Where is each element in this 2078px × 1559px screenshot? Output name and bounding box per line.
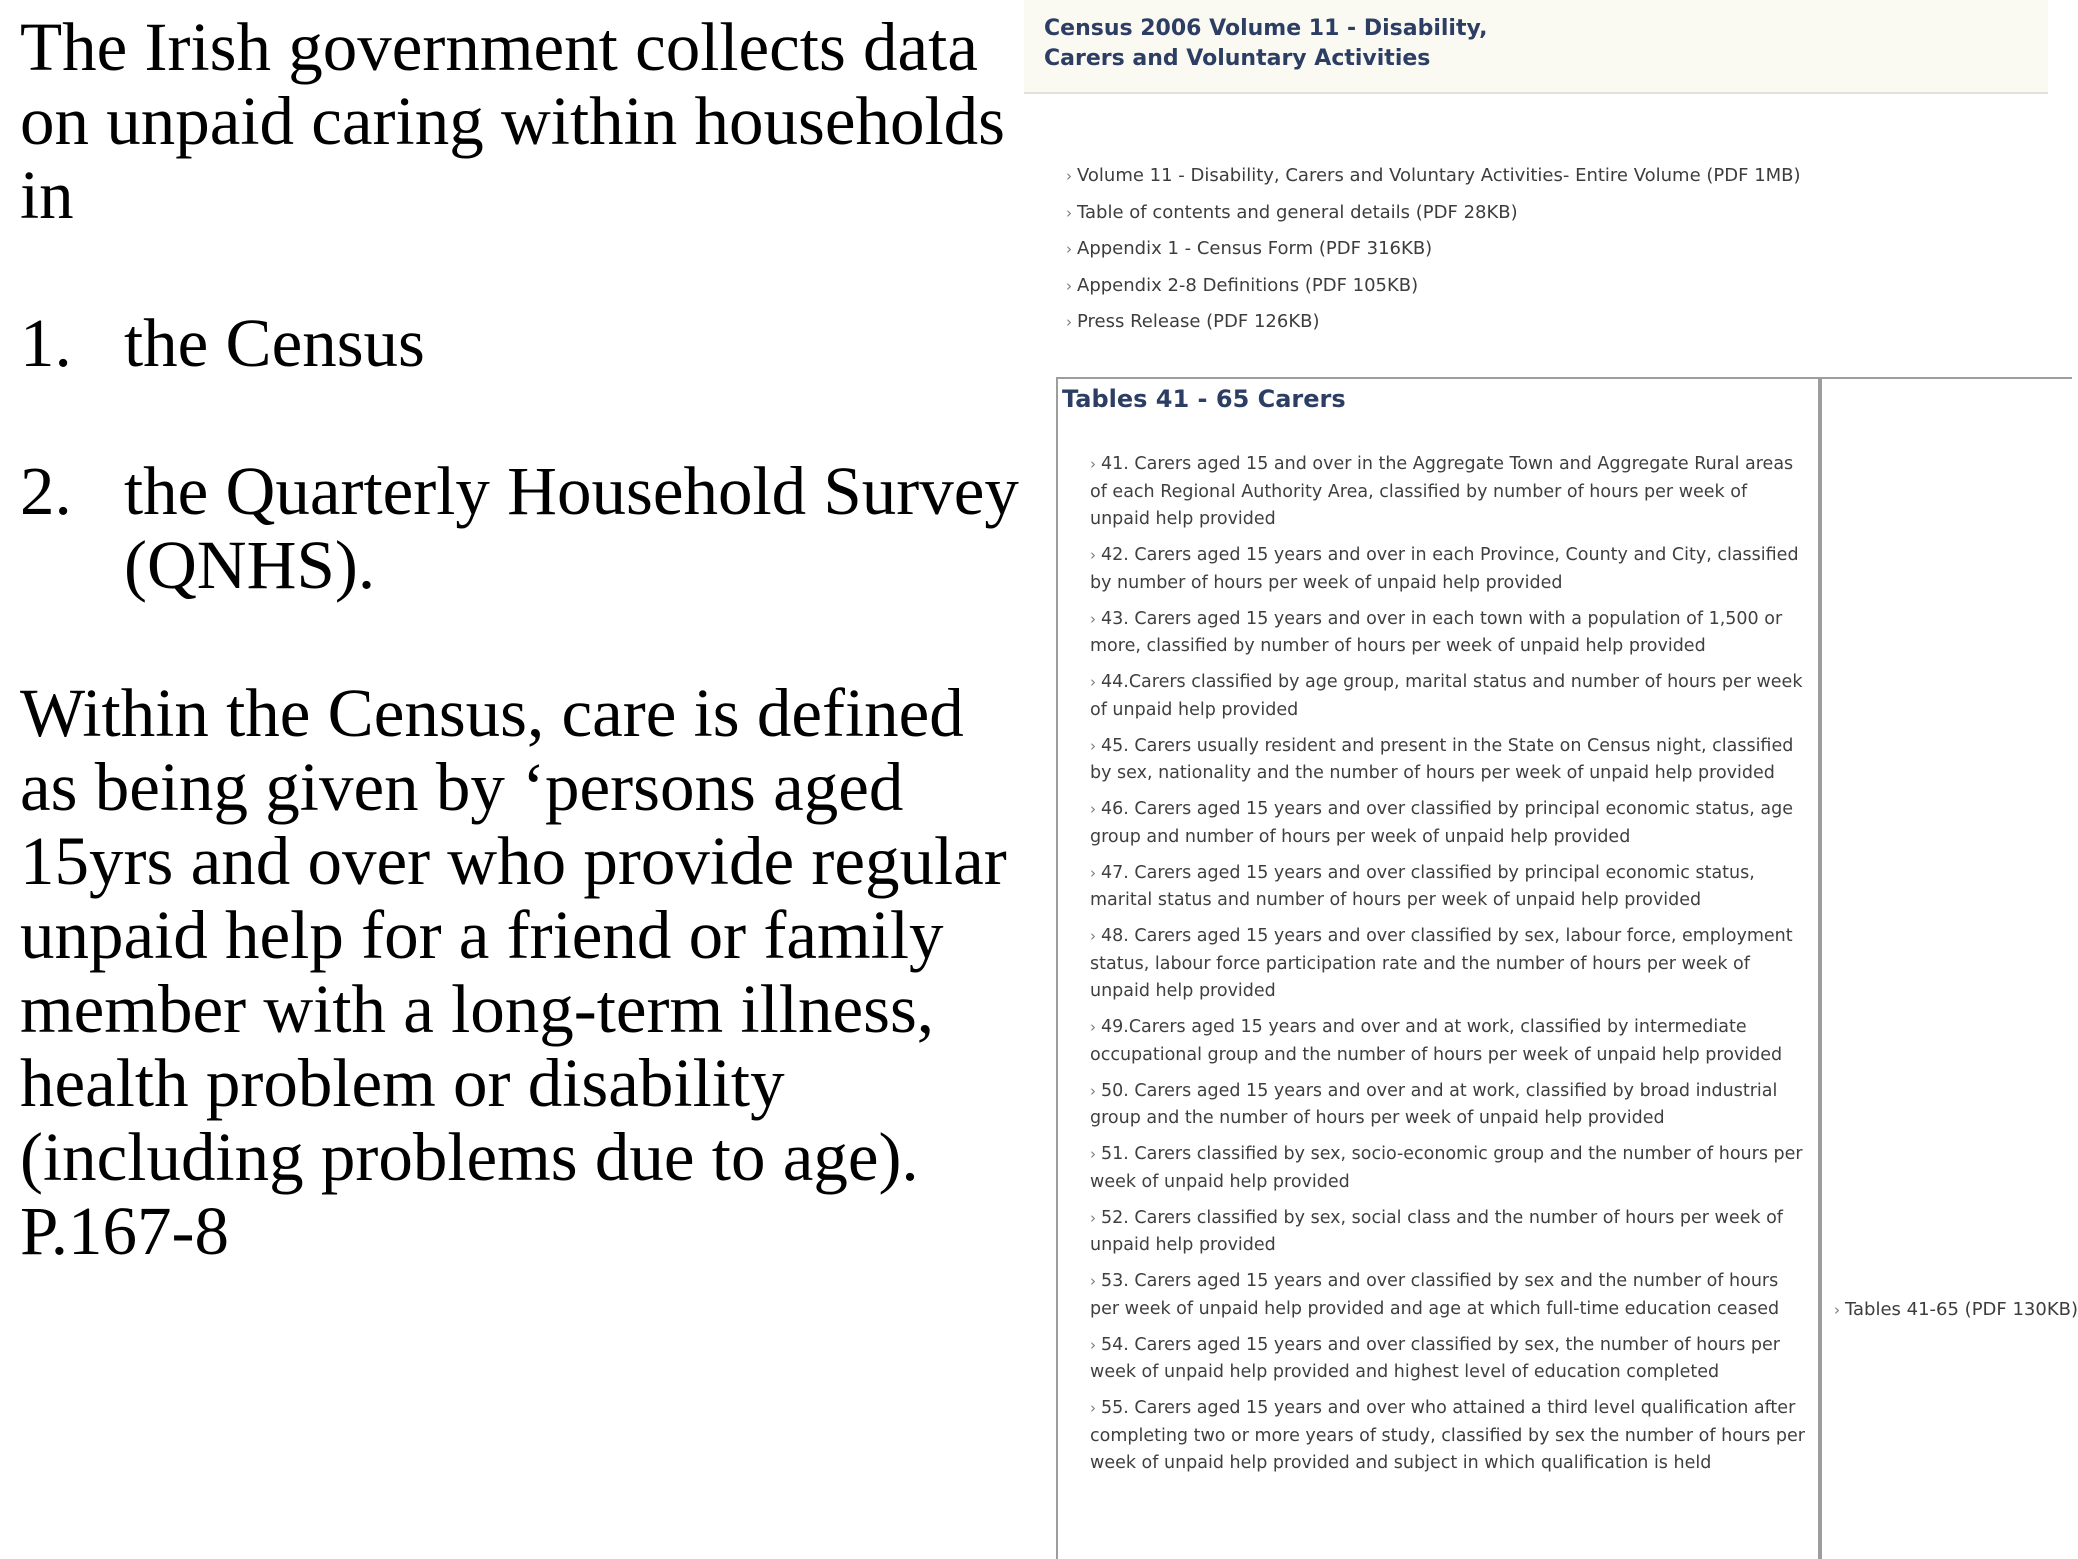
side-download-panel [1820, 377, 2078, 1559]
arrow-bullet-icon: › [1834, 1301, 1840, 1319]
arrow-bullet-icon: › [1090, 1081, 1096, 1100]
definition-paragraph: Within the Census, care is defined as being given by ‘persons aged 15yrs and over who provide regular unpaid help for a friend or family member with a long-term illness, health problem or disability (including problems due to age). P.167-8 [20, 675, 1007, 1269]
census-webpage-screenshot [1024, 0, 2078, 1536]
arrow-bullet-icon: › [1090, 1335, 1096, 1354]
arrow-bullet-icon: › [1090, 673, 1096, 691]
arrow-bullet-icon: › [1090, 609, 1096, 628]
list-text: the Census [124, 305, 425, 381]
slide-text [20, 10, 1020, 1268]
carers-tables-panel [1056, 377, 1820, 1559]
table-link[interactable]: › 48. Carers aged 15 years and over classified by sex, labour force, employment status, labour force participation rate and the number of hours per week of unpaid help provided [1090, 926, 1793, 1001]
arrow-bullet-icon: › [1066, 203, 1072, 222]
arrow-bullet-icon: › [1090, 1399, 1096, 1417]
table-link-list [1090, 451, 1810, 1486]
table-link[interactable]: › 53. Carers aged 15 years and over classified by sex and the number of hours per week of unpaid help provided and age at which full-time education ceased [1090, 1271, 1780, 1319]
arrow-bullet-icon: › [1066, 276, 1072, 295]
table-link[interactable]: › 54. Carers aged 15 years and over classified by sex, the number of hours per week of unpaid help provided and highest level of education completed [1090, 1334, 1780, 1382]
document-link-list [1066, 158, 1801, 341]
doc-link[interactable]: › Appendix 1 - Census Form (PDF 316KB) [1066, 238, 1433, 259]
list-number: 2. [20, 453, 72, 529]
table-link[interactable]: › 49.Carers aged 15 years and over and at work, classified by intermediate occupational group and the number of hours per week of unpaid help provided [1090, 1017, 1783, 1065]
table-link[interactable]: › 41. Carers aged 15 and over in the Aggregate Town and Aggregate Rural areas of each Regional Authority Area, classified by number of hours per week of unpaid help provided [1090, 454, 1794, 529]
table-link[interactable]: › 46. Carers aged 15 years and over classified by principal economic status, age group and number of hours per week of unpaid help provided [1090, 799, 1793, 847]
doc-link[interactable]: › Appendix 2-8 Definitions (PDF 105KB) [1066, 274, 1419, 296]
table-link[interactable]: › 47. Carers aged 15 years and over classified by principal economic status, marital status and number of hours per week of unpaid help provided [1090, 862, 1755, 910]
table-link[interactable]: › 50. Carers aged 15 years and over and at work, classified by broad industrial group and the number of hours per week of unpaid help provided [1090, 1080, 1778, 1128]
list-item-census [20, 306, 1020, 380]
arrow-bullet-icon: › [1066, 240, 1072, 258]
arrow-bullet-icon: › [1090, 736, 1096, 755]
census-page-header [1024, 0, 2048, 94]
tables-pdf-link[interactable]: › Tables 41-65 (PDF 130KB) [1834, 1299, 2078, 1320]
arrow-bullet-icon: › [1090, 1018, 1096, 1036]
intro-paragraph: The Irish government collects data on unpaid caring within households in [20, 9, 1006, 233]
arrow-bullet-icon: › [1090, 800, 1096, 818]
list-item-qnhs [20, 454, 1020, 602]
arrow-bullet-icon: › [1090, 863, 1096, 882]
doc-link[interactable]: › Table of contents and general details (PDF 28KB) [1066, 201, 1518, 223]
table-link[interactable]: › 42. Carers aged 15 years and over in each Province, County and City, classified by number of hours per week of unpaid help provided [1090, 545, 1799, 593]
arrow-bullet-icon: › [1090, 1145, 1096, 1163]
table-link[interactable]: › 52. Carers classified by sex, social class and the number of hours per week of unpaid help provided [1090, 1207, 1783, 1255]
arrow-bullet-icon: › [1090, 455, 1096, 473]
arrow-bullet-icon: › [1090, 1208, 1096, 1227]
arrow-bullet-icon: › [1066, 313, 1072, 331]
table-link[interactable]: › 43. Carers aged 15 years and over in each town with a population of 1,500 or more, classified by number of hours per week of unpaid help provided [1090, 608, 1783, 656]
list-text: the Quarterly Household Survey (QNHS). [124, 453, 1019, 603]
tables-heading: Tables 41 - 65 Carers [1062, 385, 1346, 413]
arrow-bullet-icon: › [1090, 546, 1096, 564]
arrow-bullet-icon: › [1066, 167, 1072, 185]
arrow-bullet-icon: › [1090, 927, 1096, 945]
table-link[interactable]: › 45. Carers usually resident and present in the State on Census night, classified by sex, nationality and the number of hours per week of unpaid help provided [1090, 735, 1794, 783]
table-link[interactable]: › 44.Carers classified by age group, marital status and number of hours per week of unpaid help provided [1090, 672, 1803, 720]
table-link[interactable]: › 55. Carers aged 15 years and over who attained a third level qualification after completing two or more years of study, classified by sex the number of hours per week of unpaid help provided and subject in which qualification is held [1090, 1398, 1805, 1473]
doc-link[interactable]: › Volume 11 - Disability, Carers and Voluntary Activities- Entire Volume (PDF 1MB) [1066, 165, 1801, 186]
table-link[interactable]: › 51. Carers classified by sex, socio-economic group and the number of hours per week of unpaid help provided [1090, 1144, 1803, 1192]
census-page-title: Census 2006 Volume 11 - Disability, Carers and Voluntary Activities [1044, 16, 1488, 71]
arrow-bullet-icon: › [1090, 1272, 1096, 1290]
doc-link[interactable]: › Press Release (PDF 126KB) [1066, 311, 1320, 332]
list-number: 1. [20, 305, 72, 381]
